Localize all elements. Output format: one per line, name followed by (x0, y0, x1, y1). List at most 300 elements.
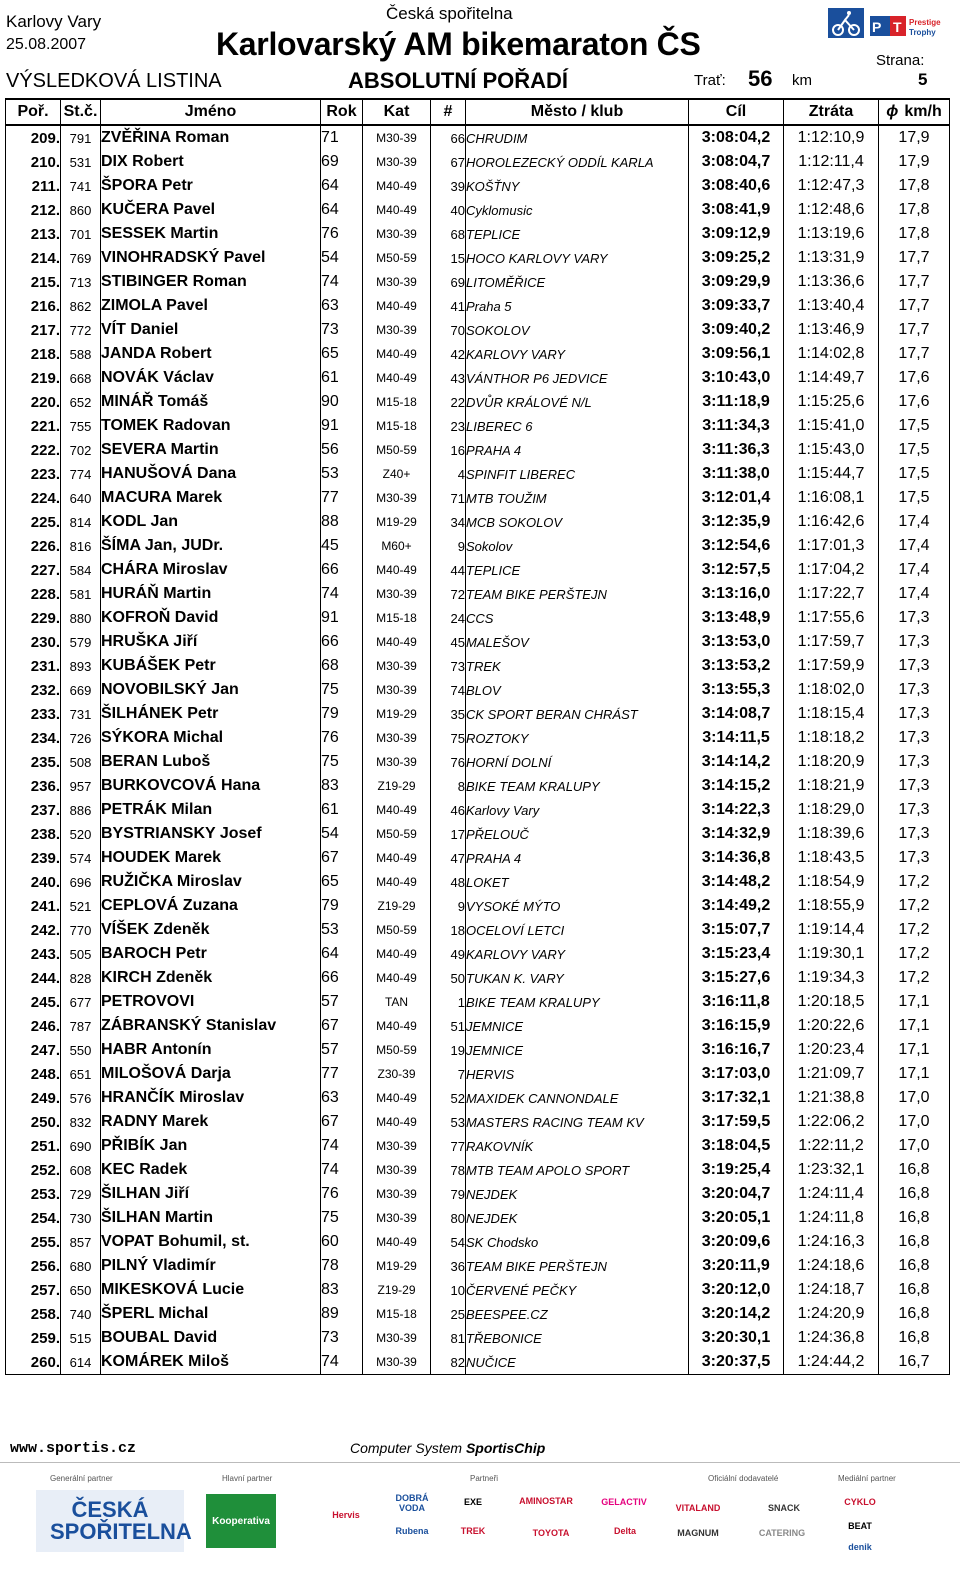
cell-name: STIBINGER Roman (101, 270, 321, 294)
cell-finish-time: 3:20:14,2 (689, 1302, 784, 1326)
cell-start-number: 701 (61, 222, 101, 246)
cell-club: NEJDEK (466, 1206, 689, 1230)
cell-club: BEESPEE.CZ (466, 1302, 689, 1326)
cell-year: 90 (321, 390, 363, 414)
cell-start-number: 696 (61, 870, 101, 894)
cell-category-rank: 79 (431, 1182, 466, 1206)
cell-rank: 244. (6, 966, 61, 990)
cell-rank: 254. (6, 1206, 61, 1230)
cell-time-loss: 1:24:11,4 (784, 1182, 879, 1206)
cell-year: 75 (321, 678, 363, 702)
cell-finish-time: 3:17:03,0 (689, 1062, 784, 1086)
cell-finish-time: 3:11:36,3 (689, 438, 784, 462)
cell-category: M40-49 (363, 294, 431, 318)
svg-text:T: T (893, 19, 902, 35)
cell-finish-time: 3:10:43,0 (689, 366, 784, 390)
table-row (6, 990, 950, 1014)
cell-category-rank: 34 (431, 510, 466, 534)
cyclist-logo-icon (828, 8, 864, 48)
cell-finish-time: 3:15:23,4 (689, 942, 784, 966)
cell-avg-speed: 17,3 (879, 654, 950, 678)
ceska-sporitelna-logo-text: ČESKÁ SPOŘITELNA (50, 1497, 192, 1544)
cell-category: Z19-29 (363, 1278, 431, 1302)
cell-club: PRAHA 4 (466, 846, 689, 870)
cell-club: BIKE TEAM KRALUPY (466, 990, 689, 1014)
cell-time-loss: 1:18:43,5 (784, 846, 879, 870)
cell-year: 45 (321, 534, 363, 558)
cell-avg-speed: 17,3 (879, 630, 950, 654)
table-row (6, 270, 950, 294)
cell-category-rank: 80 (431, 1206, 466, 1230)
cell-club: CK SPORT BERAN CHRÁST (466, 702, 689, 726)
cell-name: BYSTRIANSKY Josef (101, 822, 321, 846)
cell-avg-speed: 17,4 (879, 510, 950, 534)
cell-time-loss: 1:12:48,6 (784, 198, 879, 222)
cell-start-number: 680 (61, 1254, 101, 1278)
cell-avg-speed: 16,8 (879, 1326, 950, 1350)
cell-time-loss: 1:16:42,6 (784, 510, 879, 534)
order-label: ABSOLUTNÍ POŘADÍ (348, 68, 568, 93)
cell-name: BURKOVCOVÁ Hana (101, 774, 321, 798)
cell-club: CCS (466, 606, 689, 630)
cell-club: NEJDEK (466, 1182, 689, 1206)
cell-finish-time: 3:08:04,7 (689, 150, 784, 174)
cell-rank: 252. (6, 1158, 61, 1182)
cell-time-loss: 1:18:29,0 (784, 798, 879, 822)
cell-name: RUŽIČKA Miroslav (101, 870, 321, 894)
results-table (5, 98, 950, 1375)
cell-year: 67 (321, 1110, 363, 1134)
cell-category: M15-18 (363, 414, 431, 438)
cell-club: HERVIS (466, 1062, 689, 1086)
cell-category: M30-39 (363, 486, 431, 510)
cell-year: 66 (321, 558, 363, 582)
cell-avg-speed: 17,9 (879, 125, 950, 150)
cell-name: MILOŠOVÁ Darja (101, 1062, 321, 1086)
cell-club: RAKOVNÍK (466, 1134, 689, 1158)
cell-year: 76 (321, 1182, 363, 1206)
cell-avg-speed: 17,8 (879, 222, 950, 246)
cell-avg-speed: 17,7 (879, 270, 950, 294)
cell-avg-speed: 17,4 (879, 582, 950, 606)
cell-category-rank: 76 (431, 750, 466, 774)
table-row (6, 870, 950, 894)
cell-rank: 211. (6, 174, 61, 198)
cell-club: VÁNTHOR P6 JEDVICE (466, 366, 689, 390)
cell-start-number: 576 (61, 1086, 101, 1110)
cell-club: MASTERS RACING TEAM KV (466, 1110, 689, 1134)
cell-rank: 239. (6, 846, 61, 870)
cell-avg-speed: 17,3 (879, 726, 950, 750)
cell-category: M50-59 (363, 246, 431, 270)
cell-avg-speed: 17,3 (879, 678, 950, 702)
table-row (6, 678, 950, 702)
partner-logo-trek: TREK (460, 1526, 486, 1536)
cell-category-rank: 81 (431, 1326, 466, 1350)
cell-club: BLOV (466, 678, 689, 702)
partner-logo-rubena: Rubena (395, 1526, 429, 1536)
cell-category-rank: 15 (431, 246, 466, 270)
cell-finish-time: 3:09:12,9 (689, 222, 784, 246)
cell-category: M30-39 (363, 222, 431, 246)
table-row (6, 1110, 950, 1134)
cell-avg-speed: 17,1 (879, 1014, 950, 1038)
cell-rank: 215. (6, 270, 61, 294)
cell-year: 64 (321, 198, 363, 222)
cell-category-rank: 50 (431, 966, 466, 990)
cell-start-number: 650 (61, 1278, 101, 1302)
cell-finish-time: 3:13:53,0 (689, 630, 784, 654)
col-header-time-loss: Ztráta (784, 99, 879, 125)
cell-category-rank: 78 (431, 1158, 466, 1182)
cell-avg-speed: 17,0 (879, 1110, 950, 1134)
cell-time-loss: 1:15:41,0 (784, 414, 879, 438)
cell-name: KOFROŇ David (101, 606, 321, 630)
partner-logo-hervis: Hervis (332, 1510, 360, 1520)
partner-logo-catering: CATERING (758, 1528, 806, 1538)
cell-finish-time: 3:09:56,1 (689, 342, 784, 366)
cell-name: SÝKORA Michal (101, 726, 321, 750)
cell-club: TEPLICE (466, 222, 689, 246)
cell-name: KEC Radek (101, 1158, 321, 1182)
page-header (0, 0, 960, 98)
cell-category-rank: 52 (431, 1086, 466, 1110)
cell-finish-time: 3:14:49,2 (689, 894, 784, 918)
cell-club: ROZTOKY (466, 726, 689, 750)
cell-finish-time: 3:13:53,2 (689, 654, 784, 678)
cell-club: SK Chodsko (466, 1230, 689, 1254)
cell-year: 73 (321, 1326, 363, 1350)
cell-category-rank: 68 (431, 222, 466, 246)
general-partner-label: Generální partner (50, 1474, 113, 1483)
system-name: SportisChip (465, 1440, 546, 1456)
table-row (6, 1350, 950, 1375)
cell-name: HURÁŇ Martin (101, 582, 321, 606)
cell-club: LOKET (466, 870, 689, 894)
cell-rank: 236. (6, 774, 61, 798)
partner-logo-delta: Delta (613, 1526, 636, 1536)
cell-category-rank: 9 (431, 534, 466, 558)
cell-start-number: 668 (61, 366, 101, 390)
cell-name: ZIMOLA Pavel (101, 294, 321, 318)
cell-time-loss: 1:12:47,3 (784, 174, 879, 198)
cell-category: M40-49 (363, 1086, 431, 1110)
cell-club: ČERVENÉ PEČKY (466, 1278, 689, 1302)
cell-rank: 249. (6, 1086, 61, 1110)
cell-start-number: 702 (61, 438, 101, 462)
cell-rank: 217. (6, 318, 61, 342)
cell-category-rank: 54 (431, 1230, 466, 1254)
cell-category: M40-49 (363, 198, 431, 222)
cell-name: MACURA Marek (101, 486, 321, 510)
cell-avg-speed: 17,6 (879, 366, 950, 390)
cell-category-rank: 51 (431, 1014, 466, 1038)
table-row (6, 462, 950, 486)
main-partner-label: Hlavní partner (222, 1474, 273, 1483)
cell-time-loss: 1:24:20,9 (784, 1302, 879, 1326)
cell-rank: 238. (6, 822, 61, 846)
cell-category-rank: 22 (431, 390, 466, 414)
table-row (6, 1158, 950, 1182)
cell-name: KIRCH Zdeněk (101, 966, 321, 990)
cell-year: 89 (321, 1302, 363, 1326)
cell-year: 79 (321, 702, 363, 726)
cell-category: M40-49 (363, 630, 431, 654)
cell-category: TAN (363, 990, 431, 1014)
cell-category-rank: 17 (431, 822, 466, 846)
cell-rank: 213. (6, 222, 61, 246)
cell-rank: 259. (6, 1326, 61, 1350)
cell-name: ZVĚŘINA Roman (101, 125, 321, 150)
table-row (6, 1230, 950, 1254)
cell-category: M50-59 (363, 918, 431, 942)
cell-year: 83 (321, 1278, 363, 1302)
cell-year: 78 (321, 1254, 363, 1278)
table-row (6, 294, 950, 318)
cell-time-loss: 1:19:34,3 (784, 966, 879, 990)
cell-year: 54 (321, 246, 363, 270)
cell-finish-time: 3:14:14,2 (689, 750, 784, 774)
cell-rank: 240. (6, 870, 61, 894)
cell-year: 77 (321, 1062, 363, 1086)
cell-club: MAXIDEK CANNONDALE (466, 1086, 689, 1110)
cell-avg-speed: 17,7 (879, 246, 950, 270)
cell-finish-time: 3:14:48,2 (689, 870, 784, 894)
cell-avg-speed: 17,3 (879, 750, 950, 774)
cell-start-number: 515 (61, 1326, 101, 1350)
footer-system (350, 1440, 545, 1456)
cell-rank: 221. (6, 414, 61, 438)
cell-finish-time: 3:16:11,8 (689, 990, 784, 1014)
cell-category-rank: 18 (431, 918, 466, 942)
cell-finish-time: 3:16:16,7 (689, 1038, 784, 1062)
cell-club: JEMNICE (466, 1038, 689, 1062)
cell-rank: 210. (6, 150, 61, 174)
page-label: Strana: (876, 52, 925, 69)
cell-name: KOMÁREK Miloš (101, 1350, 321, 1375)
cell-start-number: 770 (61, 918, 101, 942)
partner-logo-cyklo: CYKLO (844, 1497, 876, 1507)
cell-avg-speed: 17,3 (879, 798, 950, 822)
cell-category: M30-39 (363, 750, 431, 774)
table-row (6, 1302, 950, 1326)
cell-finish-time: 3:20:09,6 (689, 1230, 784, 1254)
cell-name: PŘIBÍK Jan (101, 1134, 321, 1158)
partner-logo-magnum: MAGNUM (677, 1528, 719, 1538)
cell-year: 53 (321, 462, 363, 486)
cell-category-rank: 66 (431, 125, 466, 150)
cell-avg-speed: 16,7 (879, 1350, 950, 1375)
cell-finish-time: 3:15:07,7 (689, 918, 784, 942)
table-row (6, 1278, 950, 1302)
cell-start-number: 731 (61, 702, 101, 726)
cell-category-rank: 1 (431, 990, 466, 1014)
cell-year: 71 (321, 125, 363, 150)
cell-year: 69 (321, 150, 363, 174)
table-row (6, 558, 950, 582)
cell-category: M19-29 (363, 510, 431, 534)
cell-category-rank: 74 (431, 678, 466, 702)
cell-name: CHÁRA Miroslav (101, 558, 321, 582)
cell-category-rank: 47 (431, 846, 466, 870)
cell-category: M40-49 (363, 966, 431, 990)
cell-start-number: 886 (61, 798, 101, 822)
cell-rank: 260. (6, 1350, 61, 1375)
cell-category: M30-39 (363, 1182, 431, 1206)
cell-category-rank: 25 (431, 1302, 466, 1326)
cell-avg-speed: 17,3 (879, 702, 950, 726)
cell-category: M15-18 (363, 606, 431, 630)
cell-year: 53 (321, 918, 363, 942)
title-sponsor: Česká spořitelna (386, 4, 513, 23)
cell-time-loss: 1:24:44,2 (784, 1350, 879, 1375)
cell-avg-speed: 17,9 (879, 150, 950, 174)
cell-rank: 214. (6, 246, 61, 270)
cell-name: VOPAT Bohumil, st. (101, 1230, 321, 1254)
cell-year: 57 (321, 990, 363, 1014)
cell-name: VINOHRADSKÝ Pavel (101, 246, 321, 270)
cell-start-number: 614 (61, 1350, 101, 1375)
cell-category-rank: 53 (431, 1110, 466, 1134)
cell-year: 77 (321, 486, 363, 510)
cell-category-rank: 45 (431, 630, 466, 654)
cell-category-rank: 82 (431, 1350, 466, 1375)
table-row (6, 342, 950, 366)
cell-club: BIKE TEAM KRALUPY (466, 774, 689, 798)
table-row (6, 750, 950, 774)
cell-category: M50-59 (363, 822, 431, 846)
table-row (6, 798, 950, 822)
cell-rank: 253. (6, 1182, 61, 1206)
cell-year: 76 (321, 222, 363, 246)
cell-finish-time: 3:08:04,2 (689, 125, 784, 150)
cell-time-loss: 1:12:10,9 (784, 125, 879, 150)
cell-category-rank: 72 (431, 582, 466, 606)
cell-name: ŠÍMA Jan, JUDr. (101, 534, 321, 558)
cell-year: 91 (321, 414, 363, 438)
cell-rank: 218. (6, 342, 61, 366)
cell-time-loss: 1:14:49,7 (784, 366, 879, 390)
cell-start-number: 857 (61, 1230, 101, 1254)
footer-divider (0, 1462, 960, 1463)
cell-category: M30-39 (363, 1206, 431, 1230)
cell-start-number: 690 (61, 1134, 101, 1158)
cell-name: BERAN Luboš (101, 750, 321, 774)
partner-logo-toyota: TOYOTA (532, 1528, 570, 1538)
table-row (6, 390, 950, 414)
cell-time-loss: 1:13:40,4 (784, 294, 879, 318)
official-suppliers-label: Oficiální dodavatelé (708, 1474, 779, 1483)
cell-year: 74 (321, 1134, 363, 1158)
cell-avg-speed: 16,8 (879, 1302, 950, 1326)
cell-rank: 212. (6, 198, 61, 222)
cell-finish-time: 3:20:05,1 (689, 1206, 784, 1230)
cell-rank: 235. (6, 750, 61, 774)
cell-finish-time: 3:14:22,3 (689, 798, 784, 822)
partner-logo-denik: denik (848, 1542, 872, 1552)
col-header-start-number: St.č. (61, 99, 101, 125)
cell-name: NOVOBILSKÝ Jan (101, 678, 321, 702)
media-partner-label: Mediální partner (838, 1474, 896, 1483)
cell-finish-time: 3:14:32,9 (689, 822, 784, 846)
cell-start-number: 755 (61, 414, 101, 438)
cell-time-loss: 1:13:46,9 (784, 318, 879, 342)
cell-time-loss: 1:18:55,9 (784, 894, 879, 918)
cell-category: M15-18 (363, 390, 431, 414)
cell-club: MCB SOKOLOV (466, 510, 689, 534)
cell-category-rank: 4 (431, 462, 466, 486)
cell-rank: 241. (6, 894, 61, 918)
cell-avg-speed: 17,4 (879, 534, 950, 558)
cell-name: KUČERA Pavel (101, 198, 321, 222)
cell-time-loss: 1:21:38,8 (784, 1086, 879, 1110)
cell-finish-time: 3:20:04,7 (689, 1182, 784, 1206)
partner-logo-snack: SNACK (767, 1503, 800, 1513)
cell-avg-speed: 17,2 (879, 942, 950, 966)
cell-time-loss: 1:15:44,7 (784, 462, 879, 486)
cell-year: 74 (321, 1158, 363, 1182)
cell-club: Sokolov (466, 534, 689, 558)
cell-avg-speed: 17,0 (879, 1086, 950, 1110)
cell-club: TREK (466, 654, 689, 678)
cell-time-loss: 1:22:06,2 (784, 1110, 879, 1134)
cell-year: 65 (321, 342, 363, 366)
cell-category: M50-59 (363, 438, 431, 462)
cell-category: M40-49 (363, 1230, 431, 1254)
cell-time-loss: 1:22:11,2 (784, 1134, 879, 1158)
cell-name: HANUŠOVÁ Dana (101, 462, 321, 486)
cell-time-loss: 1:24:11,8 (784, 1206, 879, 1230)
cell-time-loss: 1:17:04,2 (784, 558, 879, 582)
cell-finish-time: 3:16:15,9 (689, 1014, 784, 1038)
cell-start-number: 505 (61, 942, 101, 966)
cell-rank: 256. (6, 1254, 61, 1278)
cell-start-number: 584 (61, 558, 101, 582)
ceska-sporitelna-logo (36, 1490, 192, 1552)
cell-name: HRUŠKA Jiří (101, 630, 321, 654)
cell-name: ŠPORA Petr (101, 174, 321, 198)
cell-start-number: 726 (61, 726, 101, 750)
cell-category: Z19-29 (363, 894, 431, 918)
col-header-avg-speed (879, 99, 950, 125)
cell-year: 54 (321, 822, 363, 846)
cell-time-loss: 1:18:18,2 (784, 726, 879, 750)
cell-club: PŘELOUČ (466, 822, 689, 846)
cell-time-loss: 1:18:21,9 (784, 774, 879, 798)
cell-year: 75 (321, 1206, 363, 1230)
cell-club: SOKOLOV (466, 318, 689, 342)
cell-name: CEPLOVÁ Zuzana (101, 894, 321, 918)
svg-text:Prestige: Prestige (909, 18, 941, 27)
cell-rank: 258. (6, 1302, 61, 1326)
cell-category: M15-18 (363, 1302, 431, 1326)
cell-time-loss: 1:20:18,5 (784, 990, 879, 1014)
cell-avg-speed: 17,4 (879, 558, 950, 582)
event-date: 25.08.2007 (6, 36, 87, 53)
cell-rank: 227. (6, 558, 61, 582)
col-header-finish-time: Cíl (689, 99, 784, 125)
cell-time-loss: 1:20:23,4 (784, 1038, 879, 1062)
cell-year: 64 (321, 174, 363, 198)
cell-rank: 219. (6, 366, 61, 390)
cell-avg-speed: 16,8 (879, 1278, 950, 1302)
cell-avg-speed: 17,2 (879, 918, 950, 942)
cell-start-number: 828 (61, 966, 101, 990)
col-header-category: Kat (363, 99, 431, 125)
table-row (6, 582, 950, 606)
cell-category: M30-39 (363, 150, 431, 174)
cell-name: KUBÁŠEK Petr (101, 654, 321, 678)
